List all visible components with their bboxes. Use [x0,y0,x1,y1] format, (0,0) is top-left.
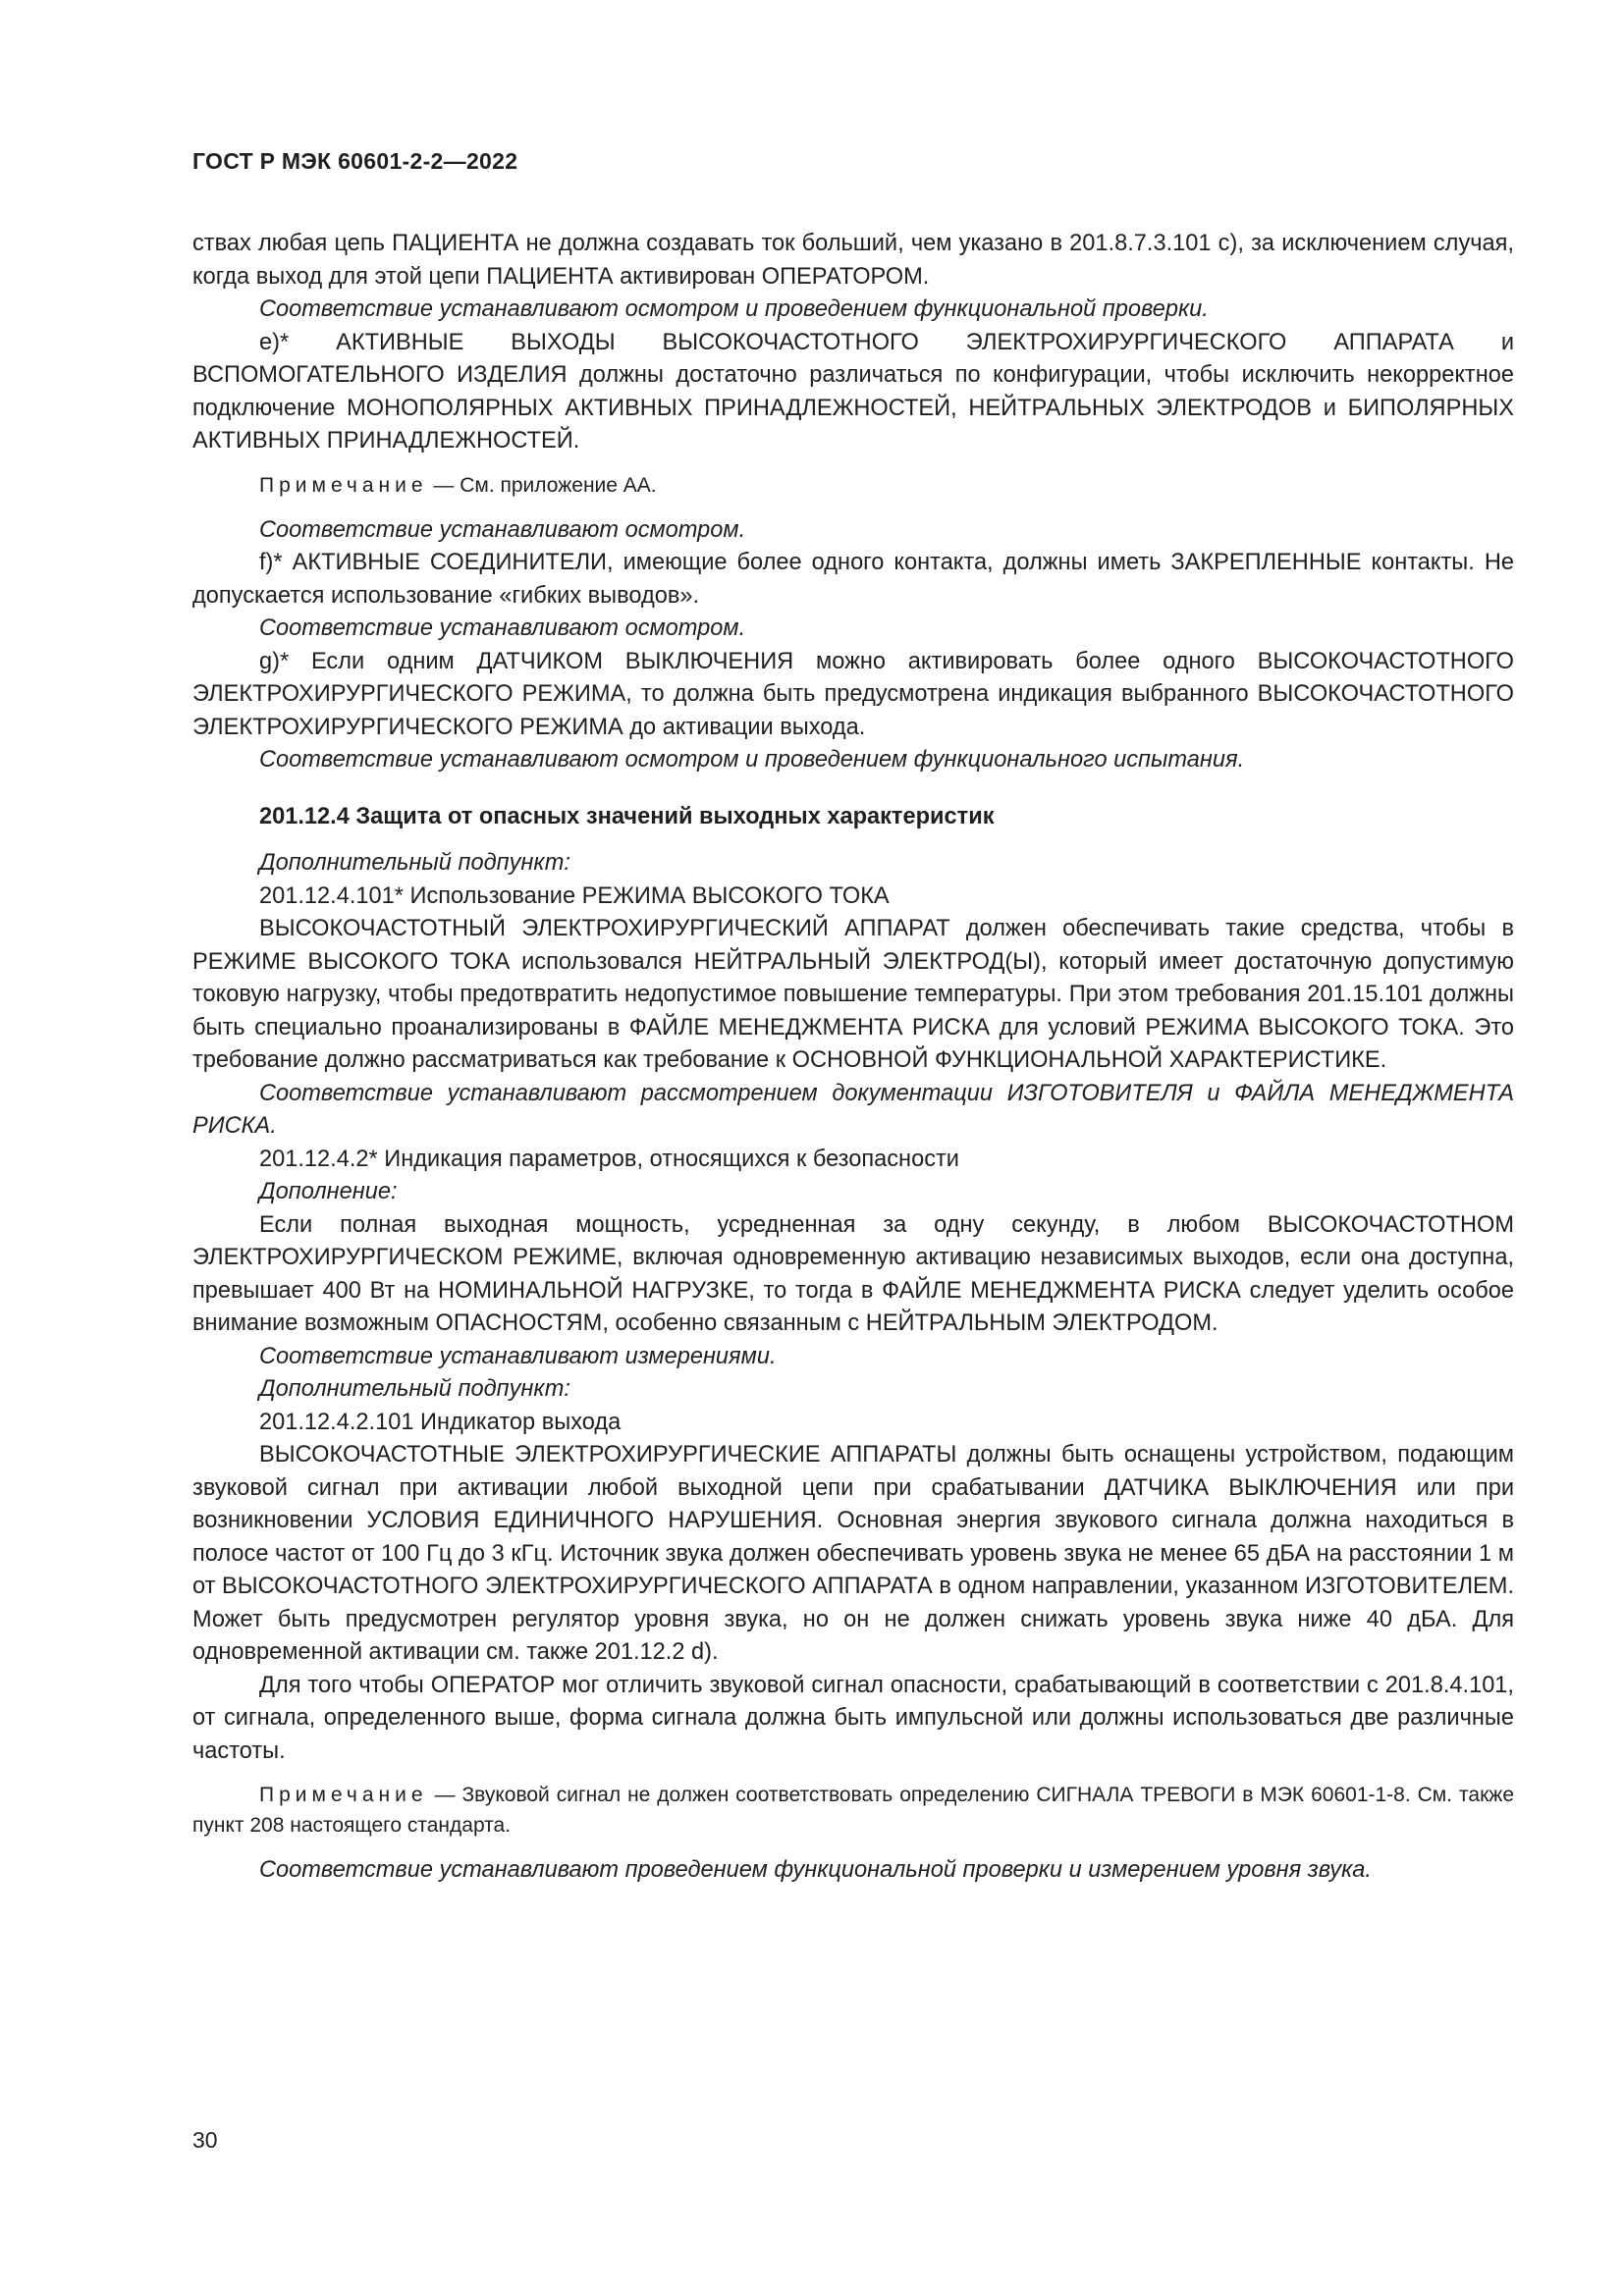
paragraph: 201.12.4.101* Использование РЕЖИМА ВЫСОКОГО ТОКА [259,882,890,909]
note-1-label: Примечание [259,473,428,497]
paragraph: Соответствие устанавливают измерениями. [259,1343,777,1369]
paragraph: f)* АКТИВНЫЕ СОЕДИНИТЕЛИ, имеющие более одного контакта, должны иметь ЗАКРЕПЛЕННЫЕ контакты. Не допускается использование «гибких выводов». [192,550,1514,609]
paragraph: 201.12.4.2.101 Индикатор выхода [259,1409,622,1435]
section-heading: 201.12.4 Защита от опасных значений выходных характеристик [259,803,995,829]
document-header: ГОСТ Р МЭК 60601-2-2—2022 [192,148,518,174]
paragraph: Соответствие устанавливают рассмотрением документации ИЗГОТОВИТЕЛЯ и ФАЙЛА МЕНЕДЖМЕНТА РИСКА. [192,1080,1514,1139]
note-2-label: Примечание [259,1784,428,1806]
note-1 [192,470,1514,501]
paragraph: 201.12.4.2* Индикация параметров, относящихся к безопасности [259,1146,959,1172]
note-1-text: — См. приложение АА. [427,473,657,497]
paragraph: g)* Если одним ДАТЧИКОМ ВЫКЛЮЧЕНИЯ можно активировать более одного ВЫСОКОЧАСТОТНОГО ЭЛЕКТРОХИРУРГИЧЕСКОГО РЕЖИМА, то должна быть предусмотрена индикация выбранного ВЫСОКОЧАСТОТНОГО ЭЛЕКТРОХИРУРГИЧЕСКОГО РЕЖИМА до активации выхода. [192,648,1514,740]
document-body [192,228,1514,1888]
paragraph: Дополнительный подпункт: [259,850,570,876]
paragraph: Соответствие устанавливают осмотром. [259,615,746,641]
paragraph: Для того чтобы ОПЕРАТОР мог отличить звуковой сигнал опасности, срабатывающий в соответствии с 201.8.4.101, от сигнала, определенного выше, форма сигнала должна быть импульсной или должны использоваться две различные частоты. [192,1672,1514,1764]
paragraph: ствах любая цепь ПАЦИЕНТА не должна создавать ток больший, чем указано в 201.8.7.3.101 с), за исключением случая, когда выход для этой цепи ПАЦИЕНТА активирован ОПЕРАТОРОМ. [192,231,1514,290]
paragraph-block-1 [192,228,1514,458]
paragraph: ВЫСОКОЧАСТОТНЫЕ ЭЛЕКТРОХИРУРГИЧЕСКИЕ АППАРАТЫ должны быть оснащены устройством, подающим звуковой сигнал при активации любой выходной цепи при срабатывании ДАТЧИКА ВЫКЛЮЧЕНИЯ или при возникновении УСЛОВИЯ ЕДИНИЧНОГО НАРУШЕНИЯ. Основная энергия звукового сигнала должна находиться в полосе частот от 100 Гц до 3 кГц. Источник звука должен обеспечивать уровень звука не менее 65 дБА на расстоянии 1 м от ВЫСОКОЧАСТОТНОГО ЭЛЕКТРОХИРУРГИЧЕСКОГО АППАРАТА в одном направлении, указанном ИЗГОТОВИТЕЛЕМ. Может быть предусмотрен регулятор уровня звука, но он не должен снижать уровень звука ниже 40 дБА. Для одновременной активации см. также 201.12.2 d). [192,1442,1514,1665]
note-2-text: — Звуковой сигнал не должен соответствовать определению СИГНАЛА ТРЕВОГИ в МЭК 60601-1-8. См. также пункт 208 настоящего стандарта. [192,1784,1514,1837]
note-2 [192,1780,1514,1841]
paragraph: Соответствие устанавливают осмотром и проведением функциональной проверки. [259,296,1209,322]
paragraph: Дополнение: [259,1179,398,1204]
paragraph: Соответствие устанавливают осмотром и проведением функционального испытания. [259,747,1245,773]
paragraph: ВЫСОКОЧАСТОТНЫЙ ЭЛЕКТРОХИРУРГИЧЕСКИЙ АППАРАТ должен обеспечивать такие средства, чтобы в РЕЖИМЕ ВЫСОКОГО ТОКА использовался НЕЙТРАЛЬНЫЙ ЭЛЕКТРОД(Ы), который имеет достаточную допустимую токовую нагрузку, чтобы предотвратить недопустимое повышение температуры. При этом требования 201.15.101 должны быть специально проанализированы в ФАЙЛЕ МЕНЕДЖМЕНТА РИСКА для условий РЕЖИМА ВЫСОКОГО ТОКА. Это требование должно рассматриваться как требование к ОСНОВНОЙ ФУНКЦИОНАЛЬНОЙ ХАРАКТЕРИСТИКЕ. [192,916,1514,1073]
paragraph: Дополнительный подпункт: [259,1376,570,1402]
paragraph: е)* АКТИВНЫЕ ВЫХОДЫ ВЫСОКОЧАСТОТНОГО ЭЛЕКТРОХИРУРГИЧЕСКОГО АППАРАТА и ВСПОМОГАТЕЛЬНОГО ИЗДЕЛИЯ должны достаточно различаться по конфигурации, чтобы исключить некорректное подключение МОНОПОЛЯРНЫХ АКТИВНЫХ ПРИНАДЛЕЖНОСТЕЙ, НЕЙТРАЛЬНЫХ ЭЛЕКТРОДОВ и БИПОЛЯРНЫХ АКТИВНЫХ ПРИНАДЛЕЖНОСТЕЙ. [192,329,1514,454]
paragraph-block-3 [192,847,1514,1768]
paragraph: Если полная выходная мощность, усредненная за одну секунду, в любом ВЫСОКОЧАСТОТНОМ ЭЛЕКТРОХИРУРГИЧЕСКОМ РЕЖИМЕ, включая одновременную активацию независимых выходов, если она доступна, превышает 400 Вт на НОМИНАЛЬНОЙ НАГРУЗКЕ, то тогда в ФАЙЛЕ МЕНЕДЖМЕНТА РИСКА следует уделить особое внимание возможным ОПАСНОСТЯМ, особенно связанным с НЕЙТРАЛЬНЫМ ЭЛЕКТРОДОМ. [192,1211,1514,1336]
document-page [192,147,1514,1888]
closing-paragraph: Соответствие устанавливают проведением функциональной проверки и измерением уровня звука. [259,1857,1372,1883]
paragraph-block-2 [192,514,1514,777]
paragraph: Соответствие устанавливают осмотром. [259,516,746,543]
page-number: 30 [192,2127,218,2153]
